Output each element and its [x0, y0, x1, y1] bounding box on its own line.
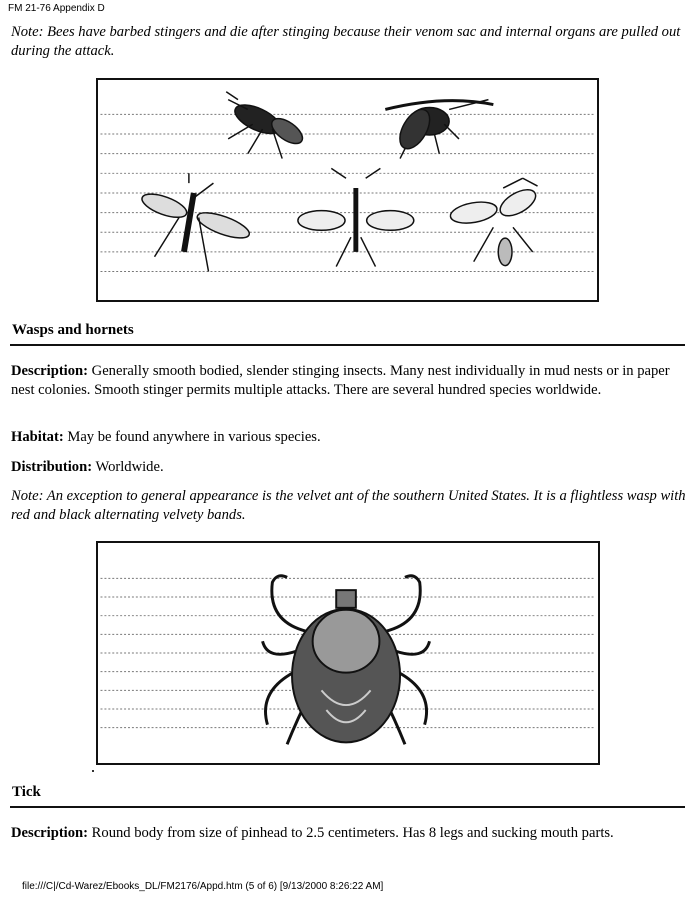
bee-stinger-note: Note: Bees have barbed stingers and die after stinging because their venom sac and internal organs are pulled out during the attack. — [11, 24, 681, 59]
wasps-divider — [10, 344, 685, 346]
wasp-1-icon — [226, 92, 306, 159]
tick-illustration — [96, 541, 600, 765]
wasps-habitat — [11, 428, 681, 447]
wasps-illustration — [96, 78, 599, 302]
tick-description-label: Description: — [11, 825, 89, 841]
page-footer: file:///C|/Cd-Warez/Ebooks_DL/FM2176/Appd.htm (5 of 6) [9/13/2000 8:26:22 AM] — [22, 881, 384, 892]
tick-divider — [10, 806, 685, 808]
wasps-distribution — [11, 458, 681, 477]
page-header: FM 21-76 Appendix D — [8, 3, 105, 14]
scan-speck — [92, 770, 94, 772]
distribution-text: Worldwide. — [92, 459, 164, 475]
wasp-4-icon — [449, 178, 540, 265]
wasps-drawing — [98, 80, 597, 300]
distribution-label: Distribution: — [11, 459, 93, 475]
description-label: Description: — [11, 363, 89, 379]
tick-description-text: Round body from size of pinhead to 2.5 centimeters. Has 8 legs and sucking mouth parts. — [88, 825, 614, 841]
tick-description — [11, 824, 681, 843]
velvet-ant-note: Note: An exception to general appearance is the velvet ant of the southern United States. It is a flightless wasp with red and black alternating velvety bands. — [11, 488, 686, 523]
tick-heading: Tick — [12, 784, 41, 800]
wasps-heading: Wasps and hornets — [12, 322, 134, 338]
hornet-icon — [385, 100, 493, 159]
description-text: Generally smooth bodied, slender stinging insects. Many nest individually in mud nests or in paper nest colonies. Smooth stinger permits multiple attacks. There are several hundred species worldwide. — [11, 363, 670, 398]
habitat-label: Habitat: — [11, 429, 64, 445]
wasps-description — [11, 362, 681, 400]
habitat-text: May be found anywhere in various species. — [63, 429, 321, 445]
tick-icon — [263, 576, 430, 745]
wasp-2-icon — [139, 173, 252, 271]
tick-drawing — [98, 543, 598, 763]
